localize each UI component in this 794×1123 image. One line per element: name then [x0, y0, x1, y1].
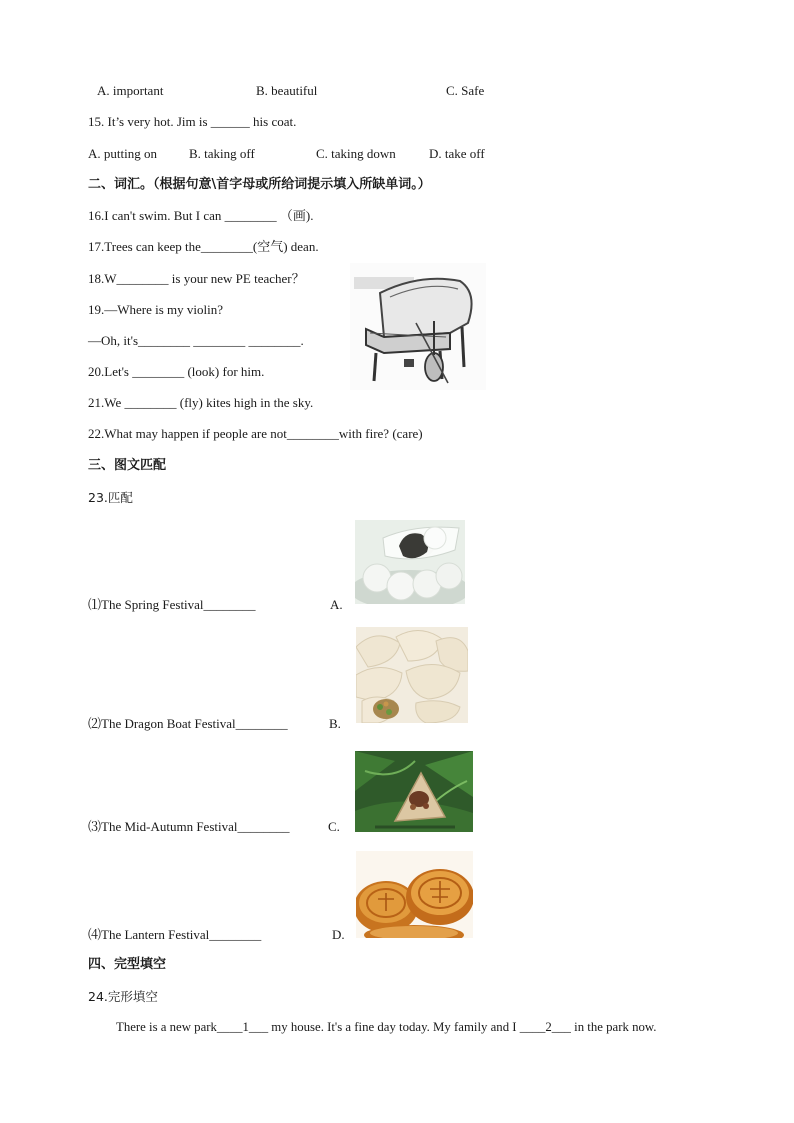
- q15-option-b: B. taking off: [189, 146, 255, 161]
- q23-label: 23.匹配: [88, 490, 133, 505]
- mooncakes-image: [356, 851, 473, 938]
- q16: 16.I can't swim. But I can ________ （画).: [88, 208, 314, 223]
- q15-option-c: C. taking down: [316, 146, 396, 161]
- match-item-1: ⑴The Spring Festival________: [88, 597, 256, 612]
- q14-option-a: A. important: [97, 83, 164, 98]
- match-letter-a: A.: [330, 597, 343, 612]
- match-item-2: ⑵The Dragon Boat Festival________: [88, 716, 288, 731]
- cloze-passage: There is a new park____1___ my house. It's a fine day today. My family and I ____2___ in the park now.: [116, 1020, 657, 1034]
- dumplings-image: [356, 627, 468, 723]
- q14-option-c: C. Safe: [446, 83, 485, 98]
- match-letter-b: B.: [329, 716, 341, 731]
- section4-title: 四、完型填空: [88, 957, 167, 972]
- q15-option-a: A. putting on: [88, 146, 157, 161]
- q22: 22.What may happen if people are not________with fire? (care): [88, 426, 423, 441]
- match-letter-d: D.: [332, 927, 345, 942]
- section2-title: 二、词汇。（根据句意\首字母或所给词提示填入所缺单词。）: [88, 177, 431, 192]
- q17: 17.Trees can keep the________(空气) dean.: [88, 239, 319, 254]
- match-item-3: ⑶The Mid-Autumn Festival________: [88, 819, 290, 834]
- match-letter-c: C.: [328, 819, 340, 834]
- piano-image: [350, 263, 486, 390]
- q14-option-b: B. beautiful: [256, 83, 318, 98]
- q20: 20.Let's ________ (look) for him.: [88, 364, 265, 379]
- q18: 18.W________ is your new PE teacher？: [88, 271, 305, 286]
- q21: 21.We ________ (fly) kites high in the sky.: [88, 395, 314, 410]
- match-item-4: ⑷The Lantern Festival________: [88, 927, 262, 942]
- zongzi-image: [355, 751, 473, 832]
- q19-question: 19.—Where is my violin?: [88, 302, 224, 317]
- tangyuan-image: [355, 520, 465, 604]
- q15-option-d: D. take off: [429, 146, 485, 161]
- section3-title: 三、图文匹配: [88, 458, 167, 473]
- q24-label: 24.完形填空: [88, 989, 158, 1004]
- q19-answer: —Oh, it's________ ________ ________.: [88, 333, 304, 348]
- q15-stem: 15. It’s very hot. Jim is ______ his coat.: [88, 114, 297, 129]
